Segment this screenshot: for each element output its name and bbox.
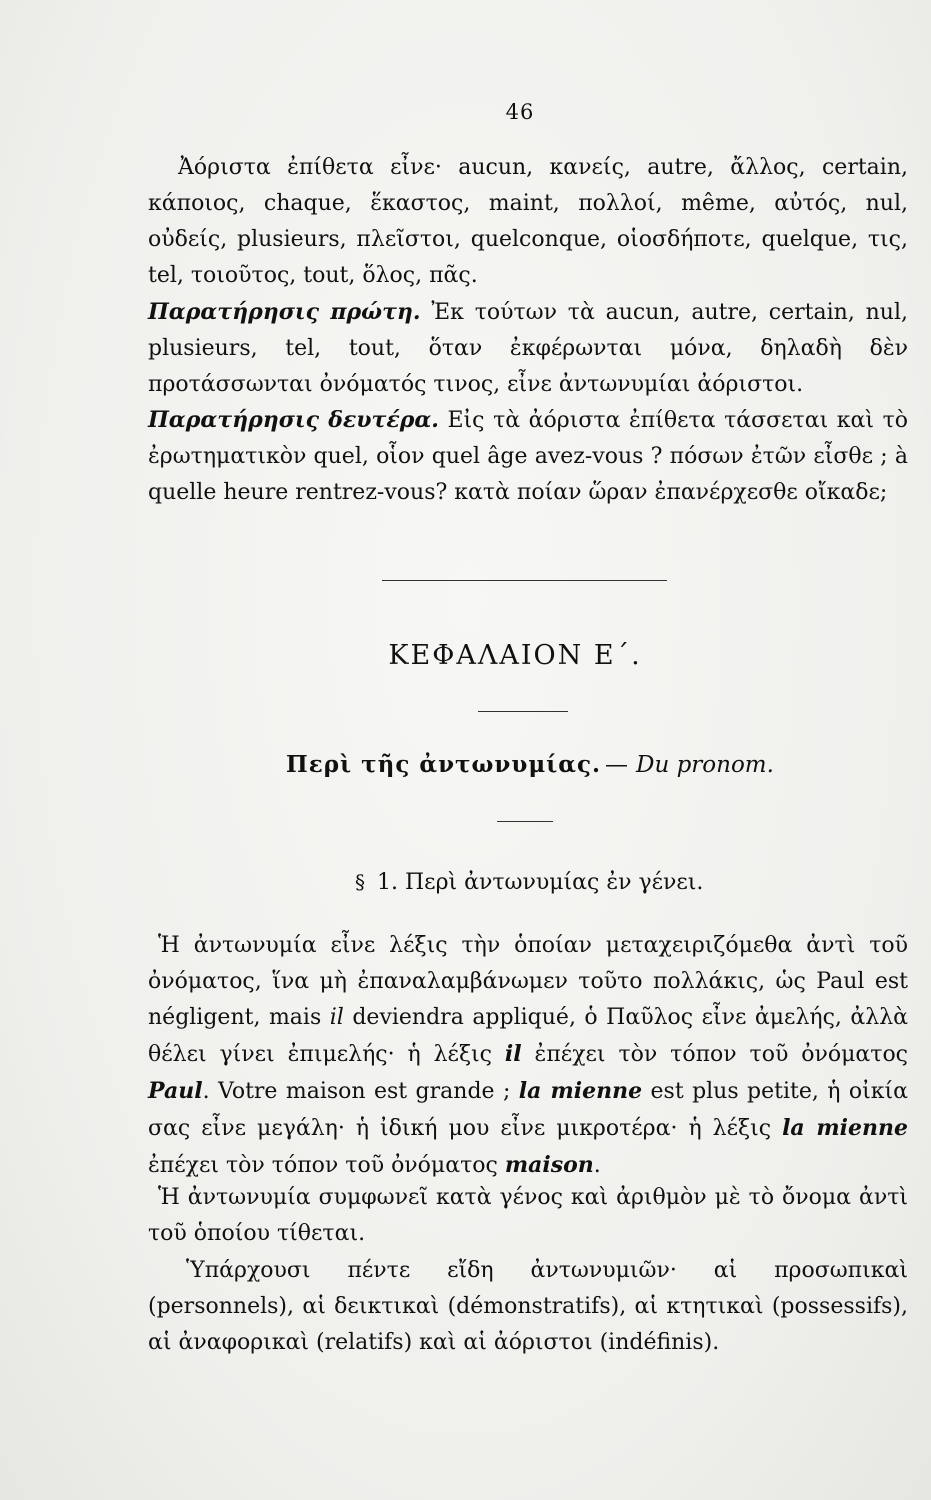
divider-rule-short xyxy=(478,711,568,712)
paragraph-second-remark xyxy=(148,402,908,511)
italic-word: la mienne xyxy=(782,1115,908,1141)
text-run: est plus petite, ἡ οἰκία σας εἶνε μεγάλη· ἡ ἰδική μου εἶνε μικροτέρα· ἡ λέξις xyxy=(148,1079,908,1141)
second-remark-label: Παρατήρησις δευτέρα. xyxy=(148,407,439,433)
italic-word: il xyxy=(504,1041,522,1067)
second-remark-text: Εἰς τὰ ἀόριστα ἐπίθετα τάσσεται καὶ τὸ ἐρωτηματικὸν quel, οἷον quel âge avez-vous ? πόσων ἐτῶν εἶσθε ; à quelle heure rentrez-vous? κατὰ ποίαν ὥραν ἐπανέρχεσθε οἴκαδε; xyxy=(148,408,908,505)
subheading-greek: Περὶ τῆς ἀντωνυμίας. xyxy=(286,751,602,778)
text-run: Ἡ ἀντωνυμία εἶνε λέξις τὴν ὁποίαν μεταχειριζόμεθα ἀντὶ τοῦ ὀνόματος, ἵνα μὴ ἐπαναλαμβάνωμεν τοῦτο πολλάκις, ὡς Paul est négligent, mais xyxy=(148,933,908,1030)
section-heading xyxy=(355,870,703,895)
subheading-dash: — xyxy=(605,752,629,778)
section-symbol: § xyxy=(355,870,365,894)
paragraph-pronoun-definition xyxy=(148,928,908,1184)
text-run: deviendra appliqué, ὁ Παῦλος εἶνε ἀμελής, ἀλλὰ θέλει γίνει ἐπιμελής· ἡ λέξις xyxy=(148,1005,908,1067)
paragraph-agreement: Ἡ ἀντωνυμία συμφωνεῖ κατὰ γένος καὶ ἀριθμὸν μὲ τὸ ὄνομα ἀντὶ τοῦ ὁποίου τίθεται. xyxy=(148,1185,908,1246)
paragraph-first-remark xyxy=(148,294,908,403)
paragraph-pronoun-kinds: Ὑπάρχουσι πέντε εἴδη ἀντωνυμιῶν· αἱ προσωπικαὶ (personnels), αἱ δεικτικαὶ (démonstratifs), αἱ κτητικαὶ (possessifs), αἱ ἀναφορικαὶ (relatifs) καὶ αἱ ἀόριστοι (indéfinis). xyxy=(148,1258,908,1355)
first-remark-label: Παρατήρησις πρώτη. xyxy=(148,299,421,325)
text-run: . xyxy=(593,1153,601,1178)
section-number: 1. xyxy=(377,870,398,895)
section-title: Περὶ ἀντωνυμίας ἐν γένει. xyxy=(405,870,704,895)
divider-rule xyxy=(382,580,667,581)
first-remark-text: Ἐκ τούτων τὰ aucun, autre, certain, nul, plusieurs, tel, tout, ὅταν ἐκφέρωνται μόνα, δηλαδὴ δὲν προτάσσωνται ὀνόματός τινος, εἶνε ἀντωνυμίαι ἀόριστοι. xyxy=(148,300,908,397)
italic-word: Paul xyxy=(148,1078,203,1104)
subheading-latin: Du pronom. xyxy=(636,752,774,778)
text-run: ἐπέχει τὸν τόπον τοῦ ὀνόματος xyxy=(148,1153,505,1178)
paragraph-indefinite-adjectives: Ἀόριστα ἐπίθετα εἶνε· aucun, κανείς, autre, ἄλλος, certain, κάποιος, chaque, ἕκαστος, maint, πολλοί, même, αὐτός, nul, οὐδείς, plusieurs, πλεῖστοι, quelconque, οἱοσδήποτε, quelque, τις, tel, τοιοῦτος, tout, ὅλος, πᾶς. xyxy=(148,155,908,288)
italic-word: la mienne xyxy=(518,1078,643,1104)
chapter-subheading xyxy=(0,751,931,778)
divider-rule-small xyxy=(497,821,553,822)
italic-word: il xyxy=(329,1005,344,1030)
page-number: 46 xyxy=(505,100,535,124)
chapter-title: ΚΕΦΑΛΑΙΟΝ Ε΄. xyxy=(388,640,642,671)
text-run: . Votre maison est grande ; xyxy=(202,1079,519,1104)
italic-word: maison xyxy=(504,1152,594,1178)
text-run: ἐπέχει τὸν τόπον τοῦ ὀνόματος xyxy=(521,1042,909,1067)
